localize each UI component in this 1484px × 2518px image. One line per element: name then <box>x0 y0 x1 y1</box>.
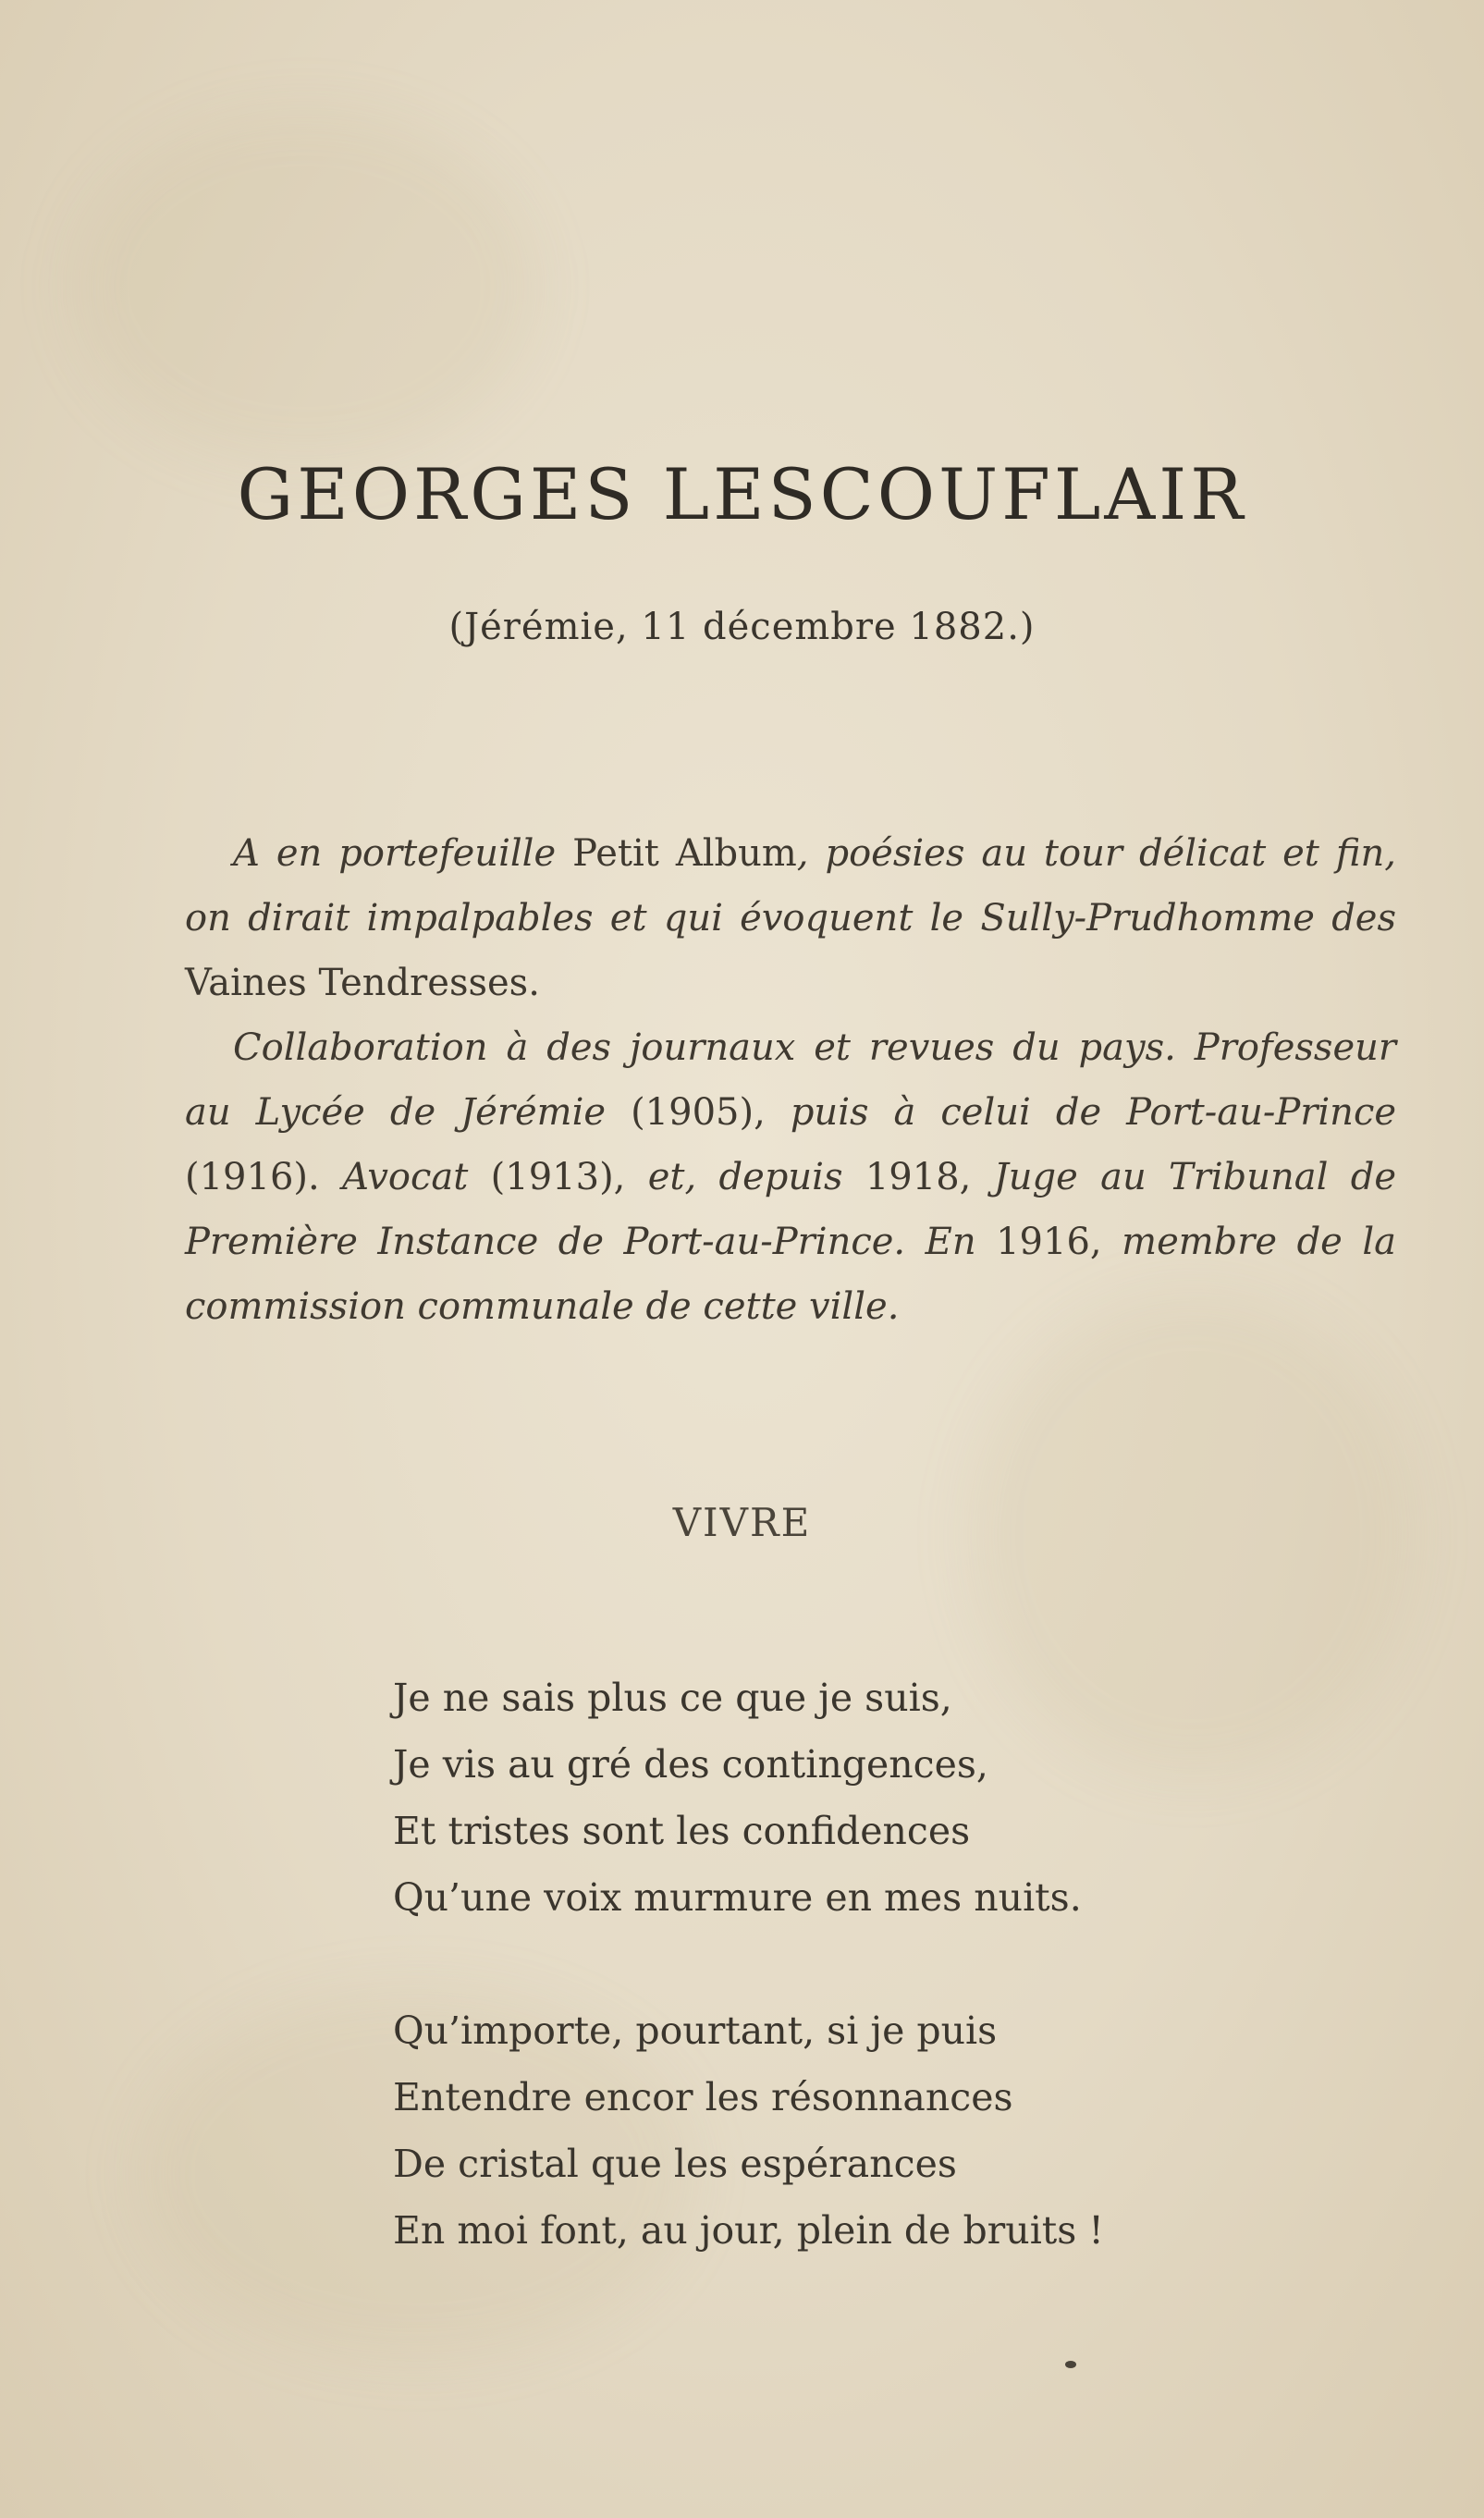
ink-dot <box>1065 2361 1076 2368</box>
author-biography <box>185 821 1396 1339</box>
bio-text-segment: 1916, <box>996 1221 1122 1263</box>
poem-title: VIVRE <box>672 1500 812 1545</box>
bio-text-segment: Juge au Tribunal de Première Instance de Port-au-Prince. En <box>185 1156 1397 1263</box>
bio-text-segment: puis à celui de Port-au-Prince <box>790 1091 1397 1134</box>
poem-line: Je vis au gré des contingences, <box>393 1742 988 1787</box>
bio-text-segment: membre de la commission communale de cette ville. <box>185 1221 1396 1328</box>
bio-text-segment: (1913), <box>490 1156 648 1198</box>
poem-line: Qu’une voix murmure en mes nuits. <box>393 1875 1082 1920</box>
bio-text-segment: , poésies au tour délicat et fin, on dirait impalpables et qui évoquent le Sully-Prudhomme des <box>185 832 1397 940</box>
bio-text-segment: Avocat <box>342 1156 491 1198</box>
bio-text-segment: A en portefeuille <box>233 832 573 875</box>
bio-text-segment: Collaboration à des journaux et revues du pays. Professeur au Lycée de Jérémie <box>185 1026 1396 1134</box>
author-birth-info: (Jérémie, 11 décembre 1882.) <box>448 606 1036 648</box>
paper-stain <box>74 111 536 462</box>
poem-line: De cristal que les espérances <box>393 2142 957 2186</box>
bio-text-segment: Vaines Tendresses. <box>185 962 540 1004</box>
bio-text-segment: (1905), <box>631 1091 791 1134</box>
bio-paragraph-1 <box>185 821 1396 1015</box>
poem-line: Qu’importe, pourtant, si je puis <box>393 2008 998 2053</box>
poem-line: Et tristes sont les confidences <box>393 1809 971 1853</box>
poem-line: Je ne sais plus ce que je suis, <box>393 1676 952 1720</box>
bio-text-segment: Petit Album <box>572 832 797 875</box>
bio-paragraph-2 <box>185 1015 1396 1339</box>
poem-stanza-1 <box>393 1664 1318 1931</box>
poem-line: Entendre encor les résonnances <box>393 2075 1013 2119</box>
bio-text-segment: (1916). <box>185 1156 343 1198</box>
poem-stanza-2 <box>393 1997 1318 2264</box>
bio-text-segment: et, depuis <box>647 1156 865 1198</box>
author-name: GEORGES LESCOUFLAIR <box>237 453 1247 535</box>
poem-line: En moi font, au jour, plein de bruits ! <box>393 2208 1104 2253</box>
poem-body <box>393 1664 1318 2330</box>
bio-text-segment: 1918, <box>865 1156 994 1198</box>
